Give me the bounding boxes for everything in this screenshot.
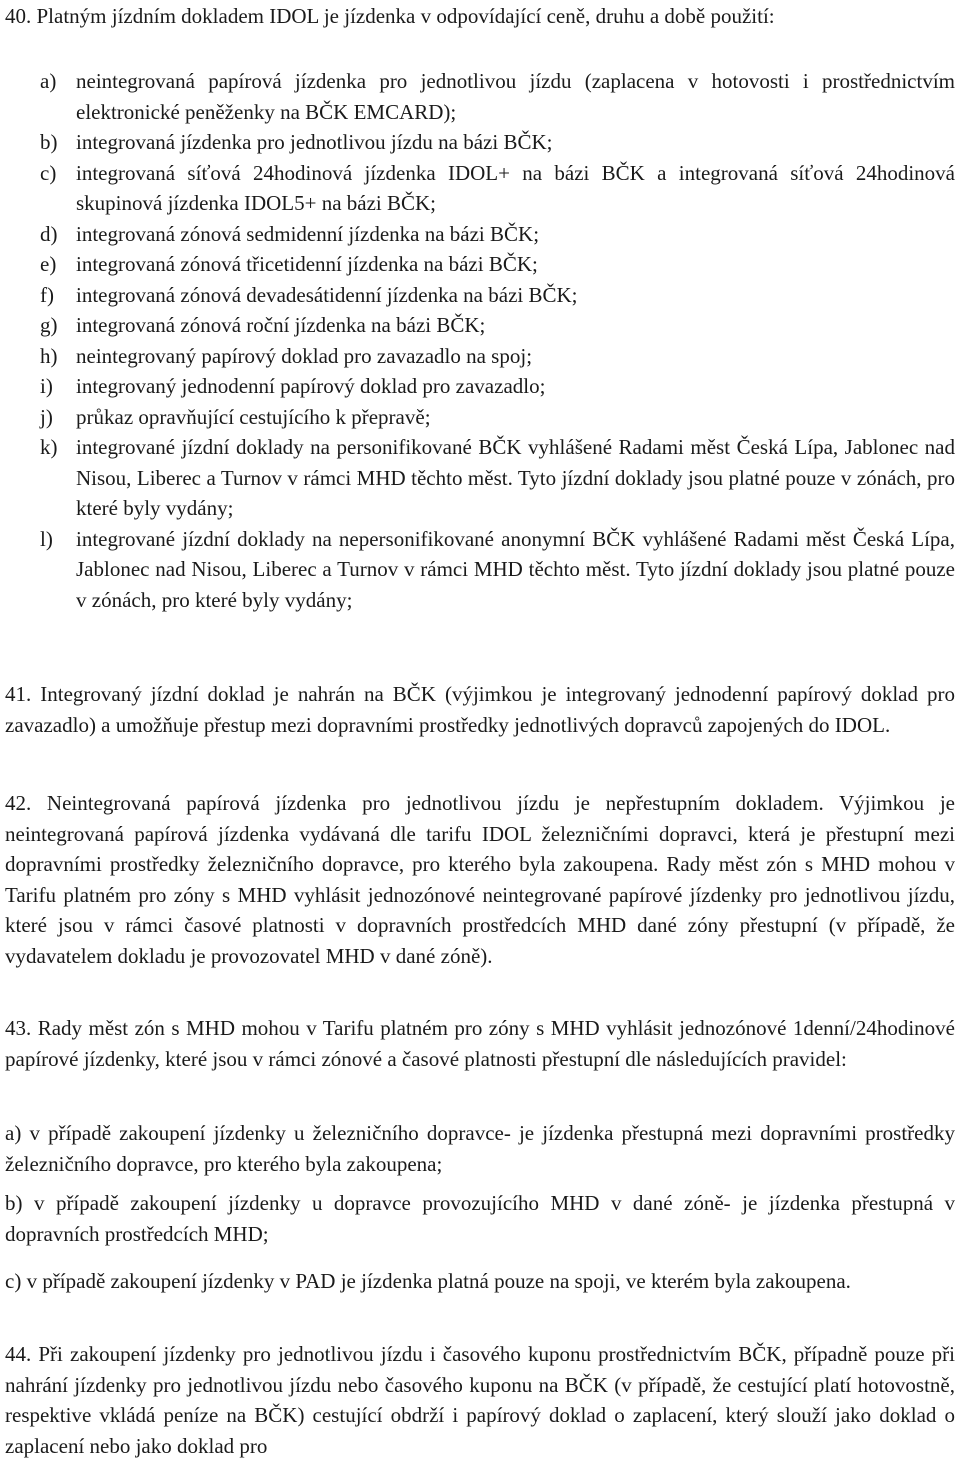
list-marker: a) (40, 69, 57, 93)
list-marker: h) (40, 343, 58, 368)
list-item-text: integrovaná zónová roční jízdenka na bázi BČK; (76, 313, 486, 337)
paragraph-44: 44. Při zakoupení jízdenky pro jednotlivou jízdu i časového kuponu prostřednictvím BČK, případně pouze při nahrání jízdenky pro jednotlivou jízdu nebo časového kuponu na BČK (v případě, že cestující platí hotovostně, respektive vkládá peníze na BČK) cestující obdrží i papírový doklad o zaplacení, který slouží jako doklad o zaplacení nebo jako doklad pro (5, 1342, 955, 1458)
ticket-type-list (40, 66, 955, 615)
paragraph-43-item-b: b) v případě zakoupení jízdenky u dopravce provozujícího MHD v dané zóně- je jízdenka přestupná v dopravních prostředcích MHD; (5, 1191, 955, 1246)
list-item-text: integrovaná síťová 24hodinová jízdenka IDOL+ na bázi BČK a integrovaná síťová 24hodinová skupinová jízdenka IDOL5+ na bázi BČK; (76, 160, 955, 215)
list-item-text: integrovaná jízdenka pro jednotlivou jízdu na bázi BČK; (76, 130, 553, 154)
list-marker: i) (40, 374, 53, 398)
list-item (40, 371, 955, 402)
list-marker: j) (40, 404, 53, 429)
list-marker: d) (40, 221, 58, 246)
paragraph-43-item-c: c) v případě zakoupení jízdenky v PAD je jízdenka platná pouze na spoji, ve kterém byla zakoupena. (5, 1269, 851, 1293)
list-item-text: integrovaná zónová devadesátidenní jízdenka na bázi BČK; (76, 282, 578, 307)
paragraph-43-item-a: a) v případě zakoupení jízdenky u železničního dopravce- je jízdenka přestupná mezi dopravními prostředky železničního dopravce, pro kterého byla zakoupena; (5, 1121, 955, 1176)
list-item (40, 402, 955, 433)
list-item (40, 66, 955, 127)
list-marker: l) (40, 526, 53, 551)
list-marker: e) (40, 252, 57, 276)
paragraph-40-intro: 40. Platným jízdním dokladem IDOL je jízdenka v odpovídající ceně, druhu a době použití: (5, 4, 775, 28)
list-item-text: integrované jízdní doklady na nepersonifikované anonymní BČK vyhlášené Radami měst Česká Lípa, Jablonec nad Nisou, Liberec a Turnov v rámci MHD těchto měst. Tyto jízdní doklady jsou platné pouze v zónách, pro které byly vydány; (76, 526, 955, 612)
list-item (40, 310, 955, 341)
list-item (40, 249, 955, 280)
list-item-text: integrovaná zónová sedmidenní jízdenka na bázi BČK; (76, 221, 540, 246)
list-item-text: integrovaná zónová třicetidenní jízdenka na bázi BČK; (76, 252, 538, 276)
list-item (40, 219, 955, 250)
list-item (40, 280, 955, 311)
list-item-text: neintegrovaný papírový doklad pro zavazadlo na spoj; (76, 343, 533, 368)
list-item (40, 341, 955, 372)
list-item-text: integrovaný jednodenní papírový doklad pro zavazadlo; (76, 374, 546, 398)
list-item-text: průkaz opravňující cestujícího k přepravě; (76, 404, 431, 429)
list-item-text: integrované jízdní doklady na personifikované BČK vyhlášené Radami měst Česká Lípa, Jablonec nad Nisou, Liberec a Turnov v rámci MHD těchto měst. Tyto jízdní doklady jsou platné pouze v zónách, pro které byly vydány; (76, 435, 955, 520)
list-item-text: neintegrovaná papírová jízdenka pro jednotlivou jízdu (zaplacena v hotovosti i prostřednictvím elektronické peněženky na BČK EMCARD); (76, 69, 955, 124)
list-item (40, 127, 955, 158)
paragraph-42: 42. Neintegrovaná papírová jízdenka pro jednotlivou jízdu je nepřestupním dokladem. Výjimkou je neintegrovaná papírová jízdenka vydávaná dle tarifu IDOL železničními dopravci, která je přestupní mezi dopravními prostředky železničního dopravce, pro kterého byla zakoupena. Rady měst zón s MHD mohou v Tarifu platném pro zóny s MHD vyhlásit jednozónové neintegrované papírové jízdenky pro jednotlivou jízdu, které jsou v rámci časové platnosti v dopravních prostředcích MHD dané zóny přestupní (v případě, že vydavatelem dokladu je provozovatel MHD v dané zóně). (5, 791, 955, 968)
list-marker: g) (40, 313, 58, 337)
paragraph-41: 41. Integrovaný jízdní doklad je nahrán na BČK (výjimkou je integrovaný jednodenní papírový doklad pro zavazadlo) a umožňuje přestup mezi dopravními prostředky jednotlivých dopravců zapojených do IDOL. (5, 682, 955, 737)
paragraph-43-intro: 43. Rady měst zón s MHD mohou v Tarifu platném pro zóny s MHD vyhlásit jednozónové 1denní/24hodinové papírové jízdenky, které jsou v rámci zónové a časové platnosti přestupní dle následujících pravidel: (5, 1016, 955, 1071)
list-marker: b) (40, 130, 58, 154)
list-marker: f) (40, 282, 54, 307)
list-item (40, 524, 955, 616)
list-marker: c) (40, 160, 57, 185)
list-item (40, 158, 955, 219)
list-marker: k) (40, 435, 58, 459)
list-item (40, 432, 955, 524)
